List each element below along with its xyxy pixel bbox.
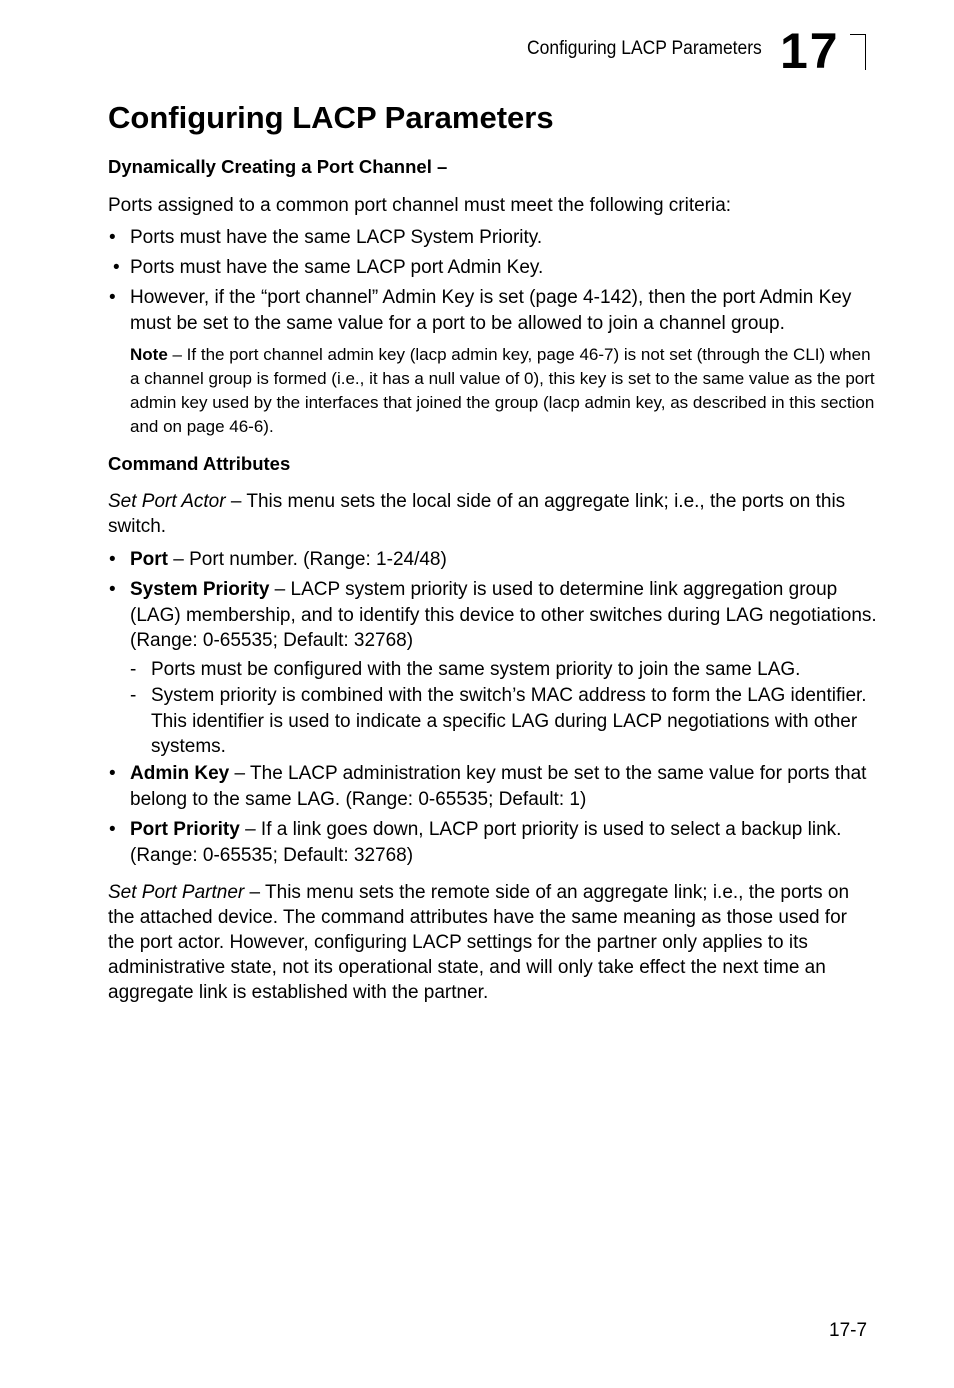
page-title: Configuring LACP Parameters (108, 100, 554, 135)
set-port-partner-paragraph (108, 880, 878, 1005)
attribute-label: System Priority (130, 579, 270, 600)
note-label: Note (130, 345, 168, 364)
bullet-marker: • (109, 549, 116, 570)
system-priority-sub-item: Ports must be configured with the same system priority to join the same LAG. (151, 659, 801, 680)
attribute-label: Port Priority (130, 819, 240, 840)
attribute-item-port (130, 547, 880, 573)
chapter-rule (865, 34, 866, 70)
attribute-label: Port (130, 549, 168, 570)
attribute-text: – Port number. (Range: 1-24/48) (168, 549, 447, 570)
chapter-rule-top (850, 34, 866, 35)
set-port-actor-paragraph (108, 489, 878, 539)
system-priority-sub-item: System priority is combined with the switch’s MAC address to form the LAG identifier. This identifier is used to indicate a specific LAG during LACP negotiations with other systems. (151, 685, 867, 757)
bullet-marker: • (113, 257, 120, 278)
set-port-actor-text: – This menu sets the local side of an aggregate link; i.e., the ports on this switch. (108, 491, 846, 537)
note-text: – If the port channel admin key (lacp admin key, page 46-7) is not set (through the CLI) when a channel group is formed (i.e., it has a null value of 0), this key is set to the same value as the port admin key used by the interfaces that joined the group (lacp admin key, as described in this section and on page 46-6). (130, 345, 875, 436)
page-number: 17-7 (829, 1320, 868, 1341)
criteria-item: Ports must have the same LACP System Priority. (130, 227, 543, 248)
bullet-marker: • (109, 579, 116, 600)
attribute-text: – LACP system priority is used to determine link aggregation group (LAG) membership, and to identify this device to other switches during LAG negotiations. (Range: 0-65535; Default: 32768) (130, 579, 877, 651)
attribute-item-system-priority (130, 577, 880, 654)
bullet-marker: • (109, 763, 116, 784)
bullet-marker: • (109, 287, 116, 308)
criteria-item: However, if the “port channel” Admin Key is set (page 4-142), then the port Admin Key must be set to the same value for a port to be allowed to join a channel group. (130, 287, 852, 334)
attribute-item-admin-key (130, 761, 880, 812)
criteria-intro: Ports assigned to a common port channel must meet the following criteria: (108, 195, 732, 216)
bullet-marker: • (109, 227, 116, 248)
dash-marker: - (130, 659, 137, 680)
chapter-number: 17 (780, 23, 840, 79)
bullet-marker: • (109, 819, 116, 840)
running-header-title: Configuring LACP Parameters (527, 38, 762, 59)
set-port-actor-label: Set Port Actor (108, 491, 226, 512)
attribute-item-port-priority (130, 817, 880, 868)
set-port-partner-label: Set Port Partner (108, 882, 245, 903)
dash-marker: - (130, 685, 137, 706)
attribute-label: Admin Key (130, 763, 230, 784)
attribute-text: – The LACP administration key must be set to the same value for ports that belong to the same LAG. (Range: 0-65535; Default: 1) (130, 763, 867, 810)
note-block (130, 343, 880, 439)
section-heading-command-attributes: Command Attributes (108, 453, 291, 474)
section-heading-port-channel: Dynamically Creating a Port Channel – (108, 156, 448, 177)
attribute-text: – If a link goes down, LACP port priority is used to select a backup link. (Range: 0-65535; Default: 32768) (130, 819, 842, 866)
criteria-item: Ports must have the same LACP port Admin Key. (130, 257, 544, 278)
set-port-partner-text: – This menu sets the remote side of an aggregate link; i.e., the ports on the attached device. The command attributes have the same meaning as those used for the port actor. However, configuring LACP settings for the partner only applies to its administrative state, not its operational state, and will only take effect the next time an aggregate link is established with the partner. (108, 882, 850, 1003)
